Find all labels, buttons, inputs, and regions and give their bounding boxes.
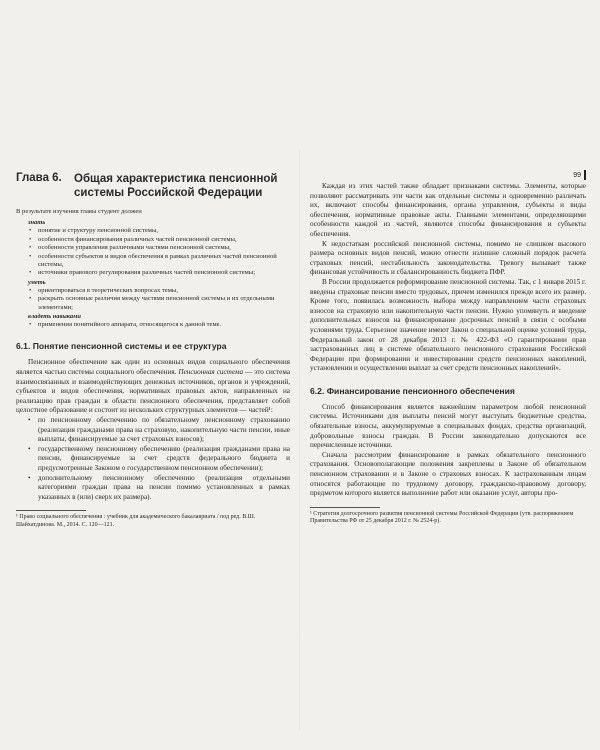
chapter-heading — [16, 172, 290, 200]
right-body — [310, 182, 586, 374]
paragraph: Каждая из этих частей также обладает признаками системы. Элементы, которые позволяют рассматривать эти части как отдельные системы и одновременно различать их, включают способы финансирования, органы управления, субъекты и виды обеспечения, нормативные правовые акты. Главными элементами, определяющими особенности каждой из частей, являются способы финансирования и субъекты обеспечения. — [310, 182, 586, 238]
list-item: • особенности управления различными частями пенсионной системы, — [16, 244, 290, 252]
section-title: 6.1. Понятие пенсионной системы и ее структура — [16, 341, 227, 352]
section-body — [16, 358, 290, 502]
footnote: ¹ Стратегия долгосрочного развития пенсионной системы Российской Федерации (утв. распоряжением Правительства РФ от 25 декабря 2012 г. № 2524-р). — [310, 510, 574, 525]
list-item: • применения понятийного аппарата, относящегося к данной теме. — [16, 321, 290, 329]
list-item: • особенности субъектов и видов обеспечения в рамках различных частей пенсионной системы, — [16, 253, 290, 270]
paragraph: В России продолжается реформирование пенсионной системы. Так, с 1 января 2015 г. введены страховые пенсии вместо трудовых, причем изменился прежде всего их размер. Кроме того, появилась возможность выбора между направлением части страховых взносов на страховую или накопительную части пенсии. Нужно упомянуть и введение дополнительных взносов на финансирование досрочных пенсий в связи с особыми условиями труда. Серьезное значение имеют Закон о специальной оценке условий труда, Федеральный закон от 28 декабря 2013 г. № 422-ФЗ «О гарантировании прав застрахованных лиц в системе обязательного пенсионного страхования Российской Федерации при формировании и инвестировании средств пенсионных накоплений, установлении и осуществлении выплат за счет средств пенсионных накоплений». — [310, 277, 586, 373]
footnote: ¹ Право социального обеспечения : учебник для академического бакалавриата / под ред. В.Ш. Шайхатдинова. М., 2014. С. 120—121. — [16, 514, 256, 528]
own-heading: владеть навыками — [28, 313, 81, 321]
paragraph: Пенсионное обеспечение как один из основных видов социального обеспечения является частью системы социального обеспечения. Пенсионная система — это система взаимосвязанных и взаимодействующих денежных источников, органов и учреждений, субъектов и видов обеспечения, нормативных правовых актов, направленных на реализацию прав граждан в области пенсионного обеспечения, представляет собой целостное образование и состоит из нескольких структурных элементов — частей¹: — [16, 358, 291, 415]
list-item: • раскрыть основные различия между частями пенсионной системы и их отдельными элементами; — [16, 295, 290, 312]
paragraph: К недостаткам российской пенсионной системы, помимо не слишком высокого размера основных видов пенсий, можно отнести излишне сложный порядок расчета страховых пенсий, нестабильность законодательства. Тревогу вызывает также финансовая устойчивость и сбалансированность бюджета ПФР. — [310, 239, 586, 277]
right-page — [300, 0, 600, 750]
know-heading: знать — [28, 219, 46, 227]
footnote-divider — [16, 510, 86, 511]
list-item: • источники правового регулирования различных частей пенсионной системы; — [16, 269, 290, 277]
list-item: • ориентироваться в теоретических вопросах темы, — [16, 287, 290, 295]
learning-intro: В результате изучения главы студент должен — [16, 208, 142, 215]
chapter-title: Общая характеристика пенсионной системы Российской Федерации — [74, 173, 278, 199]
know-list — [16, 227, 290, 277]
section-title: 6.2. Финансирование пенсионного обеспечения — [310, 385, 515, 396]
list-item: • особенности финансирования различных частей пенсионной системы, — [16, 236, 290, 244]
paragraph: Способ финансирования является важнейшим параметром любой пенсионной системы. Источниками для выплаты пенсий могут выступать бюджетные средства, обязательные взносы, аккумулируемые в специальных фондах, средства организаций, добровольные взносы граждан. В России законодательно допускаются все перечисленные источники. — [310, 402, 586, 450]
page-marker — [584, 170, 586, 180]
list-item: • по пенсионному обеспечению по обязательному пенсионному страхованию (реализация гражданами права на страховую, накопительную части пенсии, иные выплаты, финансируемые за счет страховых взносов); — [16, 416, 290, 445]
page-number: 99 — [573, 170, 586, 180]
list-item: • государственному пенсионному обеспечению (реализация гражданами права на пенсии, финансируемые за счет средств федерального бюджета и предусмотренные Законом о государственном пенсионном обеспечении); — [16, 445, 290, 474]
footnote-divider — [310, 507, 380, 508]
own-list — [16, 321, 290, 329]
list-item: • дополнительному пенсионному обеспечению (реализация отдельными категориями граждан права на пенсии помимо установленных в рамках указанных в (или) сверх их размера). — [16, 474, 290, 503]
chapter-number: Глава 6. — [16, 172, 62, 184]
list-item: • понятие и структуру пенсионной системы, — [16, 227, 290, 235]
can-heading: уметь — [28, 278, 46, 286]
paragraph: Сначала рассмотрим финансирование в рамках обязательного пенсионного страхования. Основополагающие положения закреплены в Законе об обязательном пенсионном страховании и в Законе о страховых взносах. К застрахованным лицам относятся работающие по трудовому договору, гражданско-правовому договору, предметом которого является выполнение работ или оказание услуг, авторы про- — [310, 450, 586, 498]
section-body — [310, 403, 586, 499]
can-list — [16, 287, 290, 312]
parts-list — [16, 416, 290, 502]
